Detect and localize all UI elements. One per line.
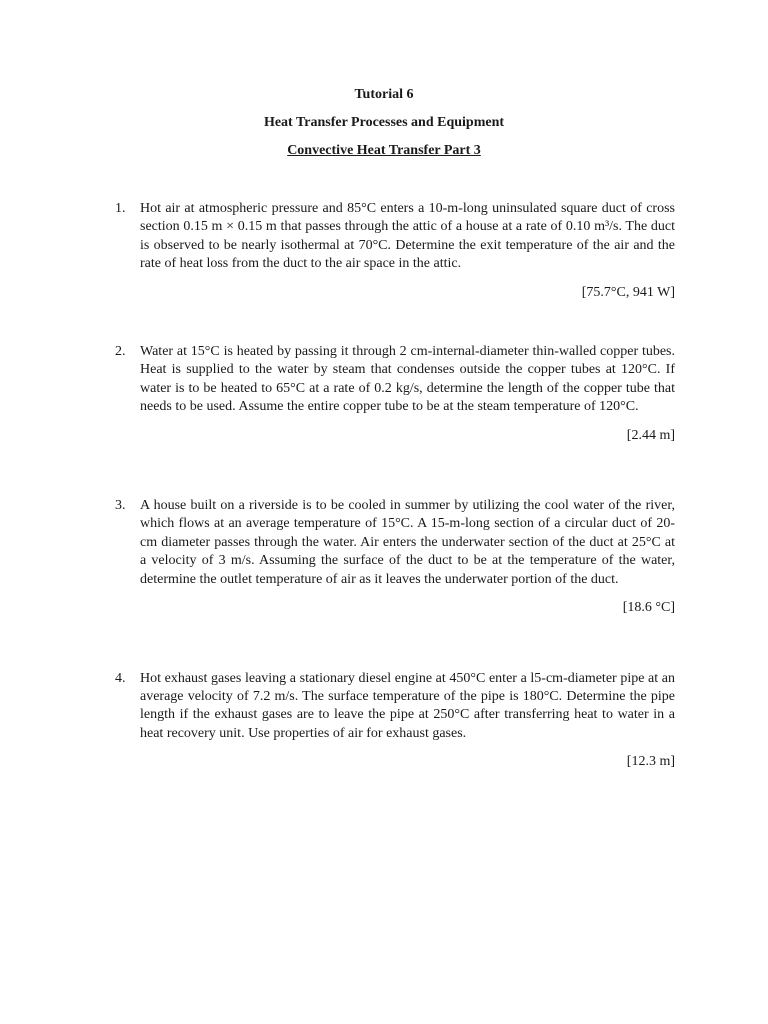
problem-answer: [18.6 °C] xyxy=(622,600,675,616)
document-header xyxy=(0,85,768,169)
problem-number: 2. xyxy=(115,344,126,360)
course-title: Heat Transfer Processes and Equipment xyxy=(263,115,505,130)
problem-text: A house built on a riverside is to be cooled in summer by utilizing the cool water of the river, which flows at an average temperature of 15°C. A 15-m-long section of a circular duct of 20-cm diameter passes through the water. Air enters the underwater section of the duct at 25°C at a velocity of 3 m/s. Assuming the surface of the duct to be at the temperature of the water, determine the outlet temperature of air as it leaves the underwater portion of the duct. xyxy=(140,498,675,587)
problem-answer: [75.7°C, 941 W] xyxy=(581,284,675,300)
problem-item xyxy=(115,200,675,302)
problem-list xyxy=(115,200,675,772)
problem-answer: [2.44 m] xyxy=(626,427,675,443)
problem-text: Water at 15°C is heated by passing it through 2 cm-internal-diameter thin-walled copper tubes. Heat is supplied to the water by steam that condenses outside the copper tubes at 120°C. If water is to be heated to 65°C at a rate of 0.2 kg/s, determine the length of the copper tube that needs to be used. Assume the entire copper tube to be at the steam temperature of 120°C. xyxy=(140,344,675,415)
topic-title: Convective Heat Transfer Part 3 xyxy=(287,143,481,158)
problem-item xyxy=(115,343,675,445)
problem-text: Hot air at atmospheric pressure and 85°C enters a 10-m-long uninsulated square duct of cross section 0.15 m × 0.15 m that passes through the attic of a house at a rate of 0.10 m³/s. The duct is observed to be nearly isothermal at 70°C. Determine the exit temperature of the air and the rate of heat loss from the duct to the air space in the attic. xyxy=(140,201,675,272)
problem-item xyxy=(115,670,675,772)
problem-number: 4. xyxy=(115,670,126,686)
problem-number: 1. xyxy=(115,201,126,216)
problem-text: Hot exhaust gases leaving a stationary diesel engine at 450°C enter a l5-cm-diameter pipe at an average velocity of 7.2 m/s. The surface temperature of the pipe is 180°C. Determine the pipe length if the exhaust gases are to leave the pipe at 250°C after transferring heat to water in a heat recovery unit. Use properties of air for exhaust gases. xyxy=(140,670,675,741)
problem-number: 3. xyxy=(115,498,126,514)
problem-answer: [12.3 m] xyxy=(626,754,675,770)
tutorial-title: Tutorial 6 xyxy=(354,87,414,102)
problem-item xyxy=(115,497,675,617)
